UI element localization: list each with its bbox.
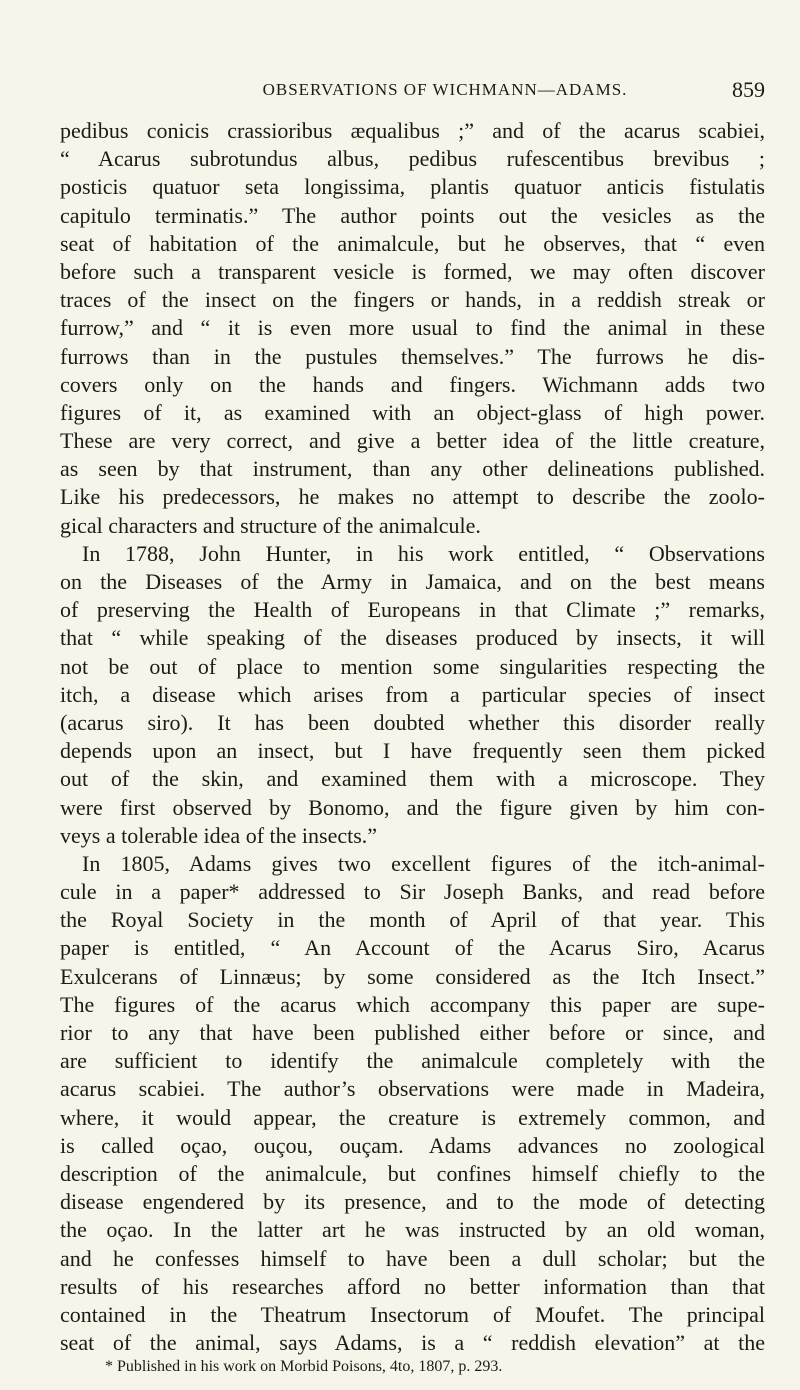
text-line: of preserving the Health of Europeans in that Climate ;” remarks, [60,597,765,623]
text-line: cule in a paper* addressed to Sir Joseph Banks, and read before [60,879,765,905]
text-line: itch, a disease which arises from a particular species of insect [60,681,765,707]
running-head [125,77,765,107]
text-line: results of his researches afford no better information than that [60,1273,765,1299]
text-line: not be out of place to mention some singularities respecting the [60,653,765,679]
paragraph-start-line: In 1805, Adams gives two excellent figures of the itch-animal- [82,850,765,876]
text-line: before such a transparent vesicle is formed, we may often discover [60,258,765,284]
body-text [60,117,765,1357]
text-line: covers only on the hands and fingers. Wichmann adds two [60,371,765,397]
page-number: 859 [732,77,765,102]
running-head-title: OBSERVATIONS OF WICHMANN—ADAMS. [262,80,628,99]
text-line: as seen by that instrument, than any other delineations published. [60,456,765,482]
text-line: seat of the animal, says Adams, is a “ reddish elevation” at the [60,1330,765,1356]
text-line: furrow,” and “ it is even more usual to find the animal in these [60,315,765,341]
text-line: on the Diseases of the Army in Jamaica, and on the best means [60,569,765,594]
text-line: and he confesses himself to have been a dull scholar; but the [60,1245,765,1271]
text-line: paper is entitled, “ An Account of the Acarus Siro, Acarus [60,935,765,961]
text-line: acarus scabiei. The author’s observations were made in Madeira, [60,1076,765,1102]
text-line: contained in the Theatrum Insectorum of Moufet. The principal [60,1301,765,1327]
text-line: seat of habitation of the animalcule, but he observes, that “ even [60,230,765,256]
text-line: disease engendered by its presence, and to the mode of detecting [60,1189,765,1215]
text-line: figures of it, as examined with an object-glass of high power. [60,399,765,425]
text-line: posticis quatuor seta longissima, plantis quatuor anticis fistulatis [60,174,765,200]
text-line: depends upon an insect, but I have frequently seen them picked [60,738,765,764]
footnote: * Published in his work on Morbid Poisons, 4to, 1807, p. 293. [105,1358,503,1375]
text-line: were first observed by Bonomo, and the figure given by him con- [60,794,765,820]
paragraph-start-line: In 1788, John Hunter, in his work entitled, “ Observations [82,540,765,566]
text-line: are sufficient to identify the animalcule completely with the [60,1048,765,1074]
paragraph-end-line: veys a tolerable idea of the insects.” [60,822,378,848]
text-line: pedibus conicis crassioribus æqualibus ;” and of the acarus scabiei, [60,118,765,143]
text-line: that “ while speaking of the diseases produced by insects, it will [60,625,765,651]
text-line: “ Acarus subrotundus albus, pedibus rufescentibus brevibus ; [60,146,765,172]
text-line: The figures of the acarus which accompany this paper are supe- [60,991,765,1017]
text-line: out of the skin, and examined them with a microscope. They [60,766,765,792]
text-line: the oçao. In the latter art he was instructed by an old woman, [60,1217,765,1243]
text-line: (acarus siro). It has been doubted whether this disorder really [60,709,765,735]
text-line: rior to any that have been published either before or since, and [60,1020,765,1045]
text-line: the Royal Society in the month of April of that year. This [60,907,765,933]
text-line: where, it would appear, the creature is extremely common, and [60,1104,765,1130]
text-line: Like his predecessors, he makes no attempt to describe the zoolo- [60,484,765,510]
paragraph-end-line: gical characters and structure of the animalcule. [60,512,481,538]
text-line: capitulo terminatis.” The author points out the vesicles as the [60,202,765,228]
text-line: furrows than in the pustules themselves.” The furrows he dis- [60,343,765,369]
text-line: description of the animalcule, but confines himself chiefly to the [60,1160,765,1186]
text-line: is called oçao, ouçou, ouçam. Adams advances no zoological [60,1132,765,1158]
text-line: These are very correct, and give a better idea of the little creature, [60,428,765,454]
text-line: traces of the insect on the fingers or hands, in a reddish streak or [60,287,765,313]
text-line: Exulcerans of Linnæus; by some considered as the Itch Insect.” [60,963,765,989]
